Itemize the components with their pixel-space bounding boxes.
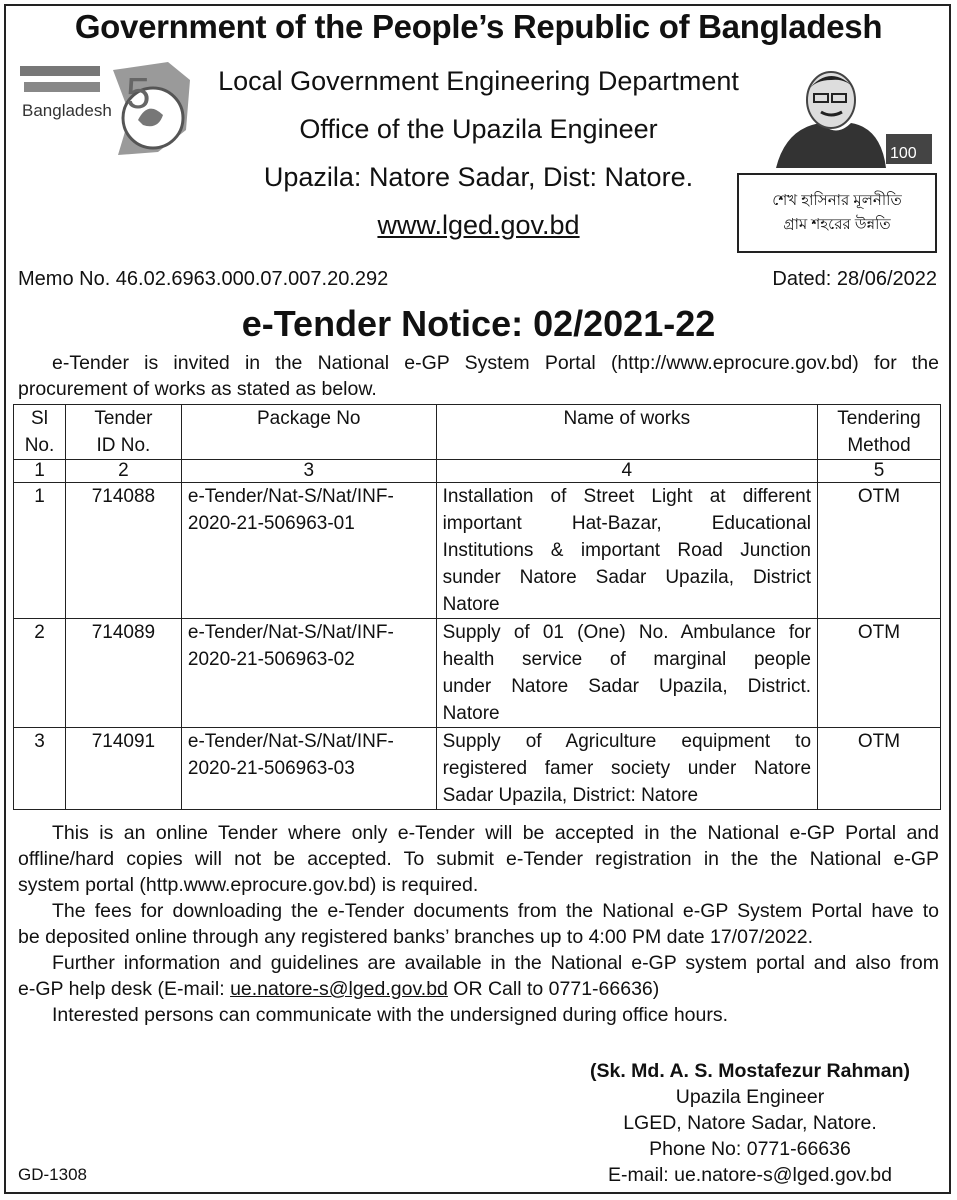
- row-works: Supply of 01 (One) No. Ambulance for health service of marginal people under Natore Sadar Upazila, District. Natore: [436, 619, 817, 728]
- row-sl: 2: [14, 619, 66, 728]
- row-sl: 3: [14, 728, 66, 810]
- table-header-row: [14, 405, 941, 460]
- header-tender-id: Tender ID No.: [65, 405, 181, 460]
- notice-title: e-Tender Notice: 02/2021-22: [241, 303, 716, 344]
- table-row: [14, 483, 941, 619]
- svg-text:5: 5: [126, 69, 151, 118]
- signatory-email: E-mail: ue.natore-s@lged.gov.bd: [608, 1164, 892, 1186]
- header-package: Package No: [181, 405, 436, 460]
- tender-table: [13, 404, 941, 810]
- row-package: e-Tender/Nat-S/Nat/INF- 2020-21-506963-03: [181, 728, 436, 810]
- office-location: Upazila: Natore Sadar, Dist: Natore.: [263, 162, 694, 192]
- signature-block: [560, 1058, 940, 1188]
- row-sl: 1: [14, 483, 66, 619]
- col-number: 3: [181, 460, 436, 483]
- intro-line-1: e-Tender is invited in the National e-GP System Portal (http://www.eprocure.gov.bd) for the: [52, 352, 939, 374]
- header-method: Tendering Method: [818, 405, 941, 460]
- row-tender-id: 714088: [65, 483, 181, 619]
- signatory-phone: Phone No: 0771-66636: [649, 1138, 851, 1160]
- row-tender-id: 714091: [65, 728, 181, 810]
- help-desk-email-link[interactable]: ue.natore-s@lged.gov.bd: [230, 978, 448, 1000]
- row-method: OTM: [818, 728, 941, 810]
- paragraph-contact: Interested persons can communicate with the undersigned during office hours.: [52, 1004, 729, 1026]
- office-name: Office of the Upazila Engineer: [299, 114, 658, 144]
- row-method: OTM: [818, 619, 941, 728]
- slogan-line-1: শেখ হাসিনার মূলনীতি: [772, 192, 902, 209]
- paragraph-fees: The fees for downloading the e-Tender documents from the National e-GP System Portal have to be deposited online through any registered banks’ branches up to 4:00 PM date 17/07/2022.: [18, 900, 939, 948]
- row-package: e-Tender/Nat-S/Nat/INF- 2020-21-506963-02: [181, 619, 436, 728]
- col-number: 2: [65, 460, 181, 483]
- signatory-title: Upazila Engineer: [675, 1086, 825, 1108]
- footer-code: GD-1308: [18, 1165, 87, 1184]
- memo-number: Memo No. 46.02.6963.000.07.007.20.292: [18, 268, 389, 290]
- website-link[interactable]: www.lged.gov.bd: [377, 210, 580, 240]
- row-works: Supply of Agriculture equipment to registered famer society under Natore Sadar Upazila, District: Natore: [436, 728, 817, 810]
- signatory-office: LGED, Natore Sadar, Natore.: [623, 1112, 877, 1134]
- portrait-image: [766, 68, 936, 168]
- government-title: Government of the People’s Republic of Bangladesh: [74, 8, 883, 45]
- col-number: 5: [818, 460, 941, 483]
- paragraph-online-tender: This is an online Tender where only e-Tender will be accepted in the National e-GP Portal and offline/hard copies will not be accepted. To submit e-Tender registration in the the National e-GP system portal (http.www.eprocure.gov.bd) is required.: [18, 822, 939, 896]
- logo-text: Bangladesh: [22, 101, 112, 120]
- row-package: e-Tender/Nat-S/Nat/INF- 2020-21-506963-01: [181, 483, 436, 619]
- table-row: [14, 728, 941, 810]
- slogan-line-2: গ্রাম শহরের উন্নতি: [783, 216, 891, 233]
- col-number: 1: [14, 460, 66, 483]
- signatory-name: (Sk. Md. A. S. Mostafezur Rahman): [590, 1060, 910, 1082]
- row-tender-id: 714089: [65, 619, 181, 728]
- slogan-box: [737, 173, 937, 253]
- department-name: Local Government Engineering Department: [218, 66, 739, 96]
- row-works: Installation of Street Light at different important Hat-Bazar, Educational Institutions & important Road Junction sunder Natore Sadar Upazila, District Natore: [436, 483, 817, 619]
- paragraph-further-info: Further information and guidelines are available in the National e-GP system portal and also from e-GP help desk (E-mail: ue.natore-s@lged.gov.bd OR Call to 0771-66636): [18, 952, 939, 1000]
- col-number: 4: [436, 460, 817, 483]
- table-row: [14, 619, 941, 728]
- memo-date: Dated: 28/06/2022: [772, 268, 937, 290]
- table-column-number-row: [14, 460, 941, 483]
- intro-paragraph: [18, 350, 939, 402]
- header-works: Name of works: [436, 405, 817, 460]
- header-sl: Sl No.: [14, 405, 66, 460]
- svg-text:100: 100: [890, 145, 917, 162]
- intro-line-2: procurement of works as stated as below.: [18, 378, 377, 400]
- row-method: OTM: [818, 483, 941, 619]
